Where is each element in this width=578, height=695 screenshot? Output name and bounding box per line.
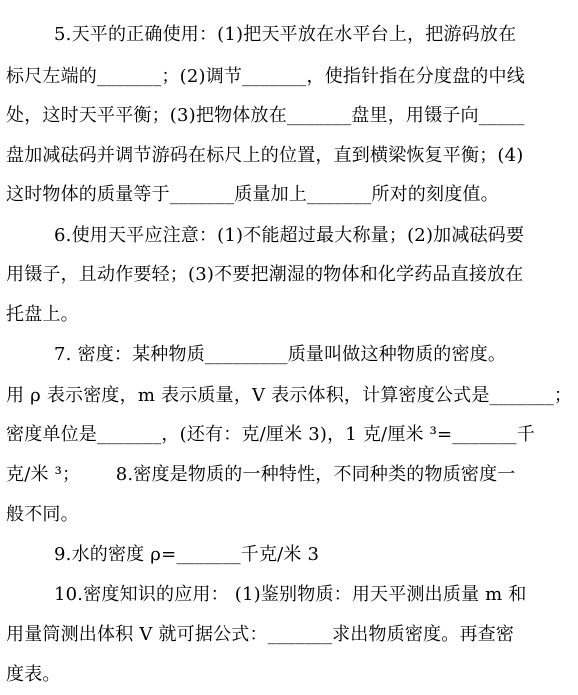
text-line: 盘加减砝码并调节游码在标尺上的位置，直到横梁恢复平衡；(4) [6, 145, 524, 166]
text-line: 托盘上。 [6, 304, 79, 325]
text-line: 这时物体的质量等于_______质量加上_______所对的刻度值。 [6, 184, 499, 205]
text-line: 用镊子，且动作要轻；(3)不要把潮湿的物体和化学药品直接放在 [6, 264, 524, 285]
text-line: 用 ρ 表示密度，m 表示质量，V 表示体积，计算密度公式是_______； [6, 385, 573, 406]
text-line: 密度单位是_______，(还有：克/厘米 3)，1 克/厘米 ³=_______千 [6, 424, 535, 445]
text-line: 7. 密度：某种物质_________质量叫做这种物质的密度。 [54, 344, 507, 365]
text-line: 用量筒测出体积 V 就可据公式：_______求出物质密度。再查密 [6, 624, 515, 645]
text-line: 克/米 ³； 8.密度是物质的一种特性，不同种类的物质密度一 [6, 464, 516, 485]
text-line: 6.使用天平应注意：(1)不能超过最大称量；(2)加减砝码要 [54, 225, 525, 246]
text-line: 5.天平的正确使用：(1)把天平放在水平台上，把游码放在 [54, 24, 517, 45]
text-line: 10.密度知识的应用： (1)鉴别物质：用天平测出质量 m 和 [54, 584, 527, 605]
text-line: 般不同。 [6, 504, 79, 525]
text-line: 标尺左端的_______；(2)调节_______，使指针指在分度盘的中线 [6, 66, 525, 87]
text-line: 9.水的密度 ρ=_______千克/米 3 [54, 544, 320, 565]
text-line: 处，这时天平平衡；(3)把物体放在_______盘里，用镊子向_____ [6, 105, 525, 126]
text-line: 度表。 [6, 664, 61, 685]
